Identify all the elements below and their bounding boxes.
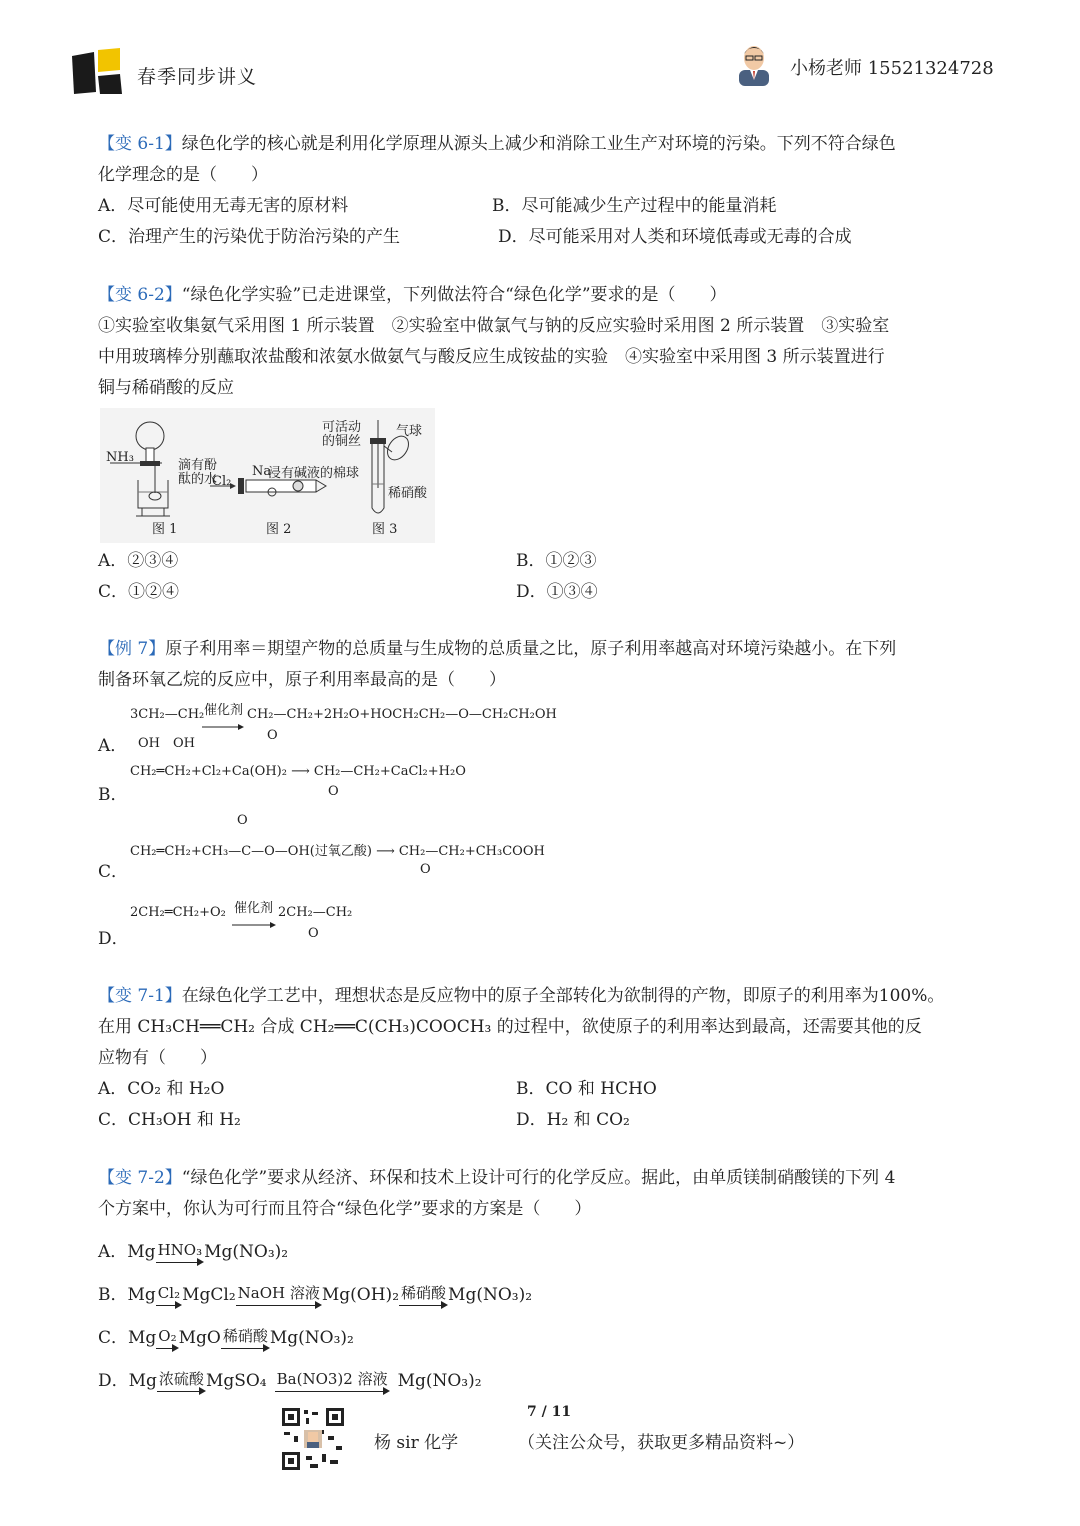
q6-2-text1: “绿色化学实验”已走进课堂，下列做法符合“绿色化学”要求的是（ ） [181, 285, 727, 305]
q7-2-b-r3: 稀硝酸 [401, 1284, 447, 1302]
q7-2-a-label: A．Mg [98, 1242, 156, 1262]
q6-2-option-c: C．①②④ [98, 582, 180, 602]
q7-b-equation: CH₂═CH₂+Cl₂+Ca(OH)₂ ⟶ CH₂—CH₂+CaCl₂+H₂O [130, 764, 466, 779]
fig-copper1: 可活动 [322, 420, 362, 435]
q7-a-reactant: 3CH₂—CH₂ [130, 707, 205, 722]
q6-1-line1 [98, 129, 896, 160]
q7-2-a-reagent: HNO₃ [157, 1241, 203, 1259]
q7-2-c-arrow2 [221, 1329, 270, 1354]
fig-cl2: Cl₂ [212, 474, 232, 489]
q7-2-d-label: D．Mg [98, 1371, 157, 1391]
q7-2-a-product: Mg(NO₃)₂ [204, 1242, 289, 1262]
q6-1-option-a: A．尽可能使用无毒无害的原材料 [98, 196, 349, 216]
q7-2-option-b [98, 1280, 532, 1311]
fig2-caption: 图 2 [266, 522, 292, 537]
q7-2-c-arrow1 [156, 1329, 178, 1354]
q7-2-b-p1: MgCl₂ [182, 1285, 236, 1305]
q7-2-d-p1: MgSO₄ [205, 1371, 267, 1391]
header-title: 春季同步讲义 [137, 66, 258, 88]
fig1-caption: 图 1 [152, 522, 178, 537]
q7-c-ring-o: O [420, 862, 431, 877]
q6-1-line2: 化学理念的是（ ） [98, 165, 268, 185]
q7-a-oh: OH OH [138, 736, 195, 751]
q6-2-line3: 中用玻璃棒分别蘸取浓盐酸和浓氨水做氨气与酸反应生成铵盐的实验 ④实验室中采用图 3 所示装置进行 [98, 347, 885, 367]
q7-1-line1 [98, 981, 944, 1012]
q7-option-b-label: B． [98, 785, 128, 805]
q6-2-line1 [98, 280, 727, 311]
q6-2-option-b: B．①②③ [516, 551, 597, 571]
q7-2-b-p3: Mg(NO₃)₂ [448, 1285, 533, 1305]
teacher-avatar [735, 40, 773, 86]
q7-1-option-a: A．CO₂ 和 H₂O [98, 1079, 225, 1099]
q7-2-b-label: B．Mg [98, 1285, 156, 1305]
q7-1-option-b: B．CO 和 HCHO [516, 1079, 657, 1099]
q6-2-tag: 【变 6-2】 [98, 285, 182, 305]
fig-acid: 稀硝酸 [388, 486, 428, 501]
q7-d-right: 2CH₂—CH₂ [278, 905, 353, 920]
q7-2-d-r2: Ba(NO3)2 溶液 [276, 1370, 388, 1388]
q7-2-d-r1: 浓硫酸 [158, 1370, 204, 1388]
q7-1-text1: 在绿色化学工艺中，理想状态是反应物中的原子全部转化为欲制得的产物，即原子的利用率为100%。 [181, 986, 945, 1006]
q7-2-c-label: C．Mg [98, 1328, 157, 1348]
q7-d-ring-o: O [308, 926, 319, 941]
q7-b-ring-o: O [328, 784, 339, 799]
q7-1-option-d: D．H₂ 和 CO₂ [516, 1110, 630, 1130]
q6-1-option-c: C．治理产生的污染优于防治污染的产生 [98, 227, 401, 247]
q7-2-c-r1: O₂ [158, 1327, 177, 1345]
q7-2-b-r2: NaOH 溶液 [237, 1284, 320, 1302]
fig-cotton: 浸有碱液的棉球 [268, 466, 360, 481]
q7-2-b-arrow3 [399, 1286, 448, 1311]
q7-2-d-arrow1 [157, 1372, 206, 1397]
q6-2-option-d: D．①③④ [516, 582, 598, 602]
q7-line2: 制备环氧乙烷的反应中，原子利用率最高的是（ ） [98, 670, 506, 690]
fig-nh3: NH₃ [106, 450, 134, 465]
q7-a-product: CH₂—CH₂+2H₂O+HOCH₂CH₂—O—CH₂CH₂OH [247, 707, 557, 722]
q7-2-d-p2: Mg(NO₃)₂ [397, 1371, 482, 1391]
footer-note: （关注公众号，获取更多精品资料~） [518, 1433, 805, 1453]
q7-2-c-r2: 稀硝酸 [222, 1327, 268, 1345]
q7-tag: 【例 7】 [98, 639, 166, 659]
fig3-caption: 图 3 [372, 522, 398, 537]
q6-2-line4: 铜与稀硝酸的反应 [98, 378, 234, 398]
fig-water2: 酞的水 [178, 472, 218, 487]
q7-2-a-arrow [156, 1243, 205, 1268]
q7-1-line3: 应物有（ ） [98, 1048, 217, 1068]
q7-2-text1: “绿色化学”要求从经济、环保和技术上设计可行的化学反应。据此，由单质镁制硝酸镁的下列 4 [181, 1168, 896, 1188]
q7-2-d-arrow2 [275, 1372, 390, 1397]
q7-a-ring-o: O [267, 728, 278, 743]
apparatus-figure [100, 408, 435, 543]
q7-option-a-label: A． [98, 736, 128, 756]
q7-2-tag: 【变 7-2】 [98, 1168, 182, 1188]
q7-c-equation: CH₂═CH₂+CH₃—C—O—OH(过氧乙酸) ⟶ CH₂—CH₂+CH₃COOH [130, 844, 545, 859]
q7-1-tag: 【变 7-1】 [98, 986, 182, 1006]
q7-a-catalyst: 催化剂 [204, 703, 244, 718]
q7-option-d-label: D． [98, 929, 129, 949]
q7-2-b-r1: Cl₂ [157, 1284, 181, 1302]
q6-1-option-d: D．尽可能采用对人类和环境低毒或无毒的合成 [498, 227, 852, 247]
q7-d-left: 2CH₂═CH₂+O₂ [130, 905, 226, 920]
q7-2-b-arrow2 [236, 1286, 322, 1311]
q7-2-option-a [98, 1237, 288, 1268]
q7-c-carbonyl-o: O [237, 813, 248, 828]
q7-d-catalyst: 催化剂 [234, 901, 274, 916]
q7-2-option-d [98, 1366, 482, 1397]
q7-line1 [98, 634, 896, 665]
q7-2-c-p1: MgO [178, 1328, 221, 1348]
q7-1-line2: 在用 CH₃CH══CH₂ 合成 CH₂══C(CH₃)COOCH₃ 的过程中，欲使原子的利用率达到最高，还需要其他的反 [98, 1017, 922, 1037]
fig-na: Na [252, 464, 272, 479]
q7-option-c-label: C． [98, 862, 129, 882]
fig-copper2: 的铜丝 [322, 434, 362, 449]
q6-2-line2: ①实验室收集氨气采用图 1 所示装置 ②实验室中做氯气与钠的反应实验时采用图 2 所示装置 ③实验室 [98, 316, 890, 336]
q7-d-arrow [232, 914, 276, 922]
q7-2-line2: 个方案中，你认为可行而且符合“绿色化学”要求的方案是（ ） [98, 1199, 592, 1219]
q7-2-line1 [98, 1163, 895, 1194]
q7-2-option-c [98, 1323, 354, 1354]
teacher-contact: 小杨老师 15521324728 [790, 58, 994, 79]
q7-2-b-p2: Mg(OH)₂ [321, 1285, 400, 1305]
q6-1-tag: 【变 6-1】 [98, 134, 182, 154]
qr-code [280, 1406, 346, 1472]
q7-a-arrow [202, 716, 244, 724]
fig-water: 滴有酚 [178, 458, 218, 473]
q6-1-option-b: B．尽可能减少生产过程中的能量消耗 [492, 196, 777, 216]
fig-balloon: 气球 [396, 424, 423, 439]
q7-text1: 原子利用率＝期望产物的总质量与生成物的总质量之比，原子利用率越高对环境污染越小。在下列 [165, 639, 897, 659]
logo [70, 48, 128, 96]
q6-1-text1: 绿色化学的核心就是利用化学原理从源头上减少和消除工业生产对环境的污染。下列不符合绿色 [181, 134, 896, 154]
q7-1-option-c: C．CH₃OH 和 H₂ [98, 1110, 241, 1130]
footer-brand: 杨 sir 化学 [374, 1433, 459, 1453]
q7-2-c-p2: Mg(NO₃)₂ [269, 1328, 354, 1348]
q7-2-b-arrow1 [156, 1286, 182, 1311]
q6-2-option-a: A．②③④ [98, 551, 179, 571]
page-number: 7 / 11 [527, 1404, 572, 1420]
